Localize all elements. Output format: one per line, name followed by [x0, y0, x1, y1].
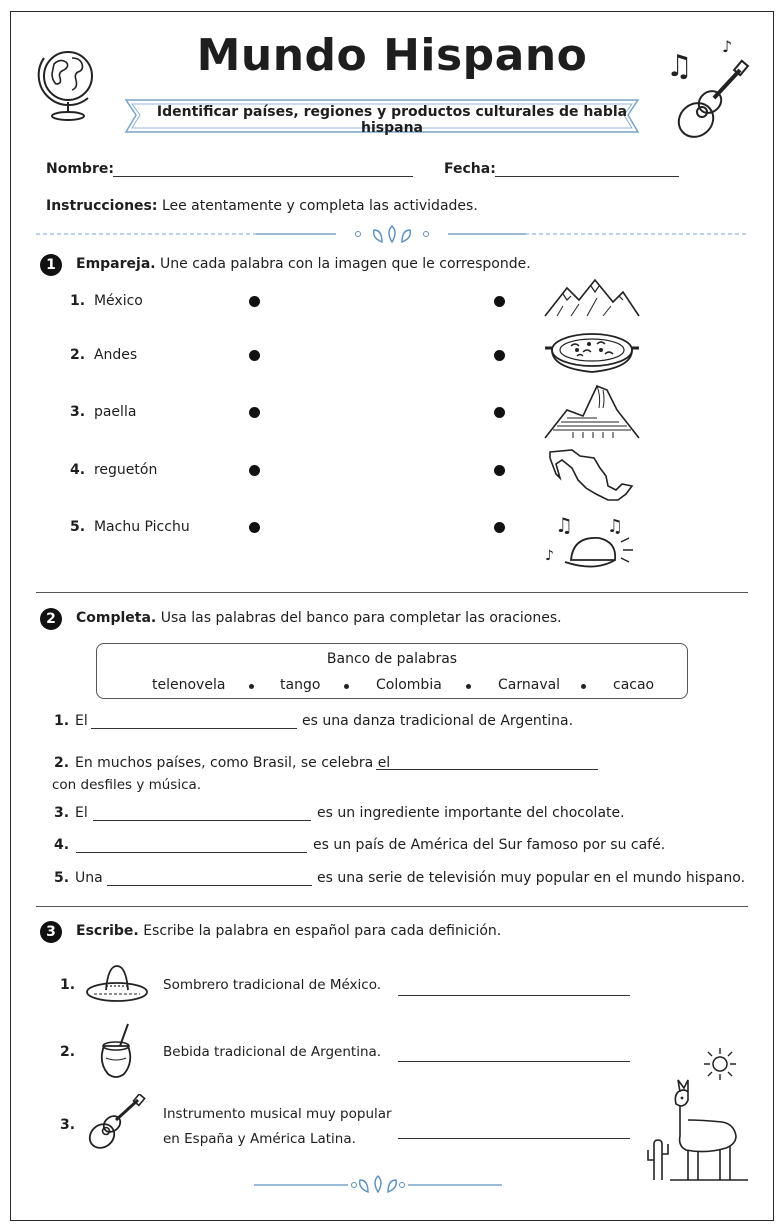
svg-text:♫: ♫ — [607, 516, 624, 537]
sentence-number: 1. — [54, 713, 70, 729]
answer-line[interactable] — [398, 1061, 630, 1062]
match-item — [70, 404, 136, 420]
match-word: Machu Picchu — [93, 519, 190, 535]
match-dot-right[interactable] — [494, 350, 505, 361]
name-field[interactable] — [113, 176, 413, 177]
section-2-text: Usa las palabras del banco para completar las oraciones. — [160, 610, 562, 626]
section-divider — [36, 906, 748, 907]
match-word: Andes — [93, 347, 138, 363]
match-item — [70, 519, 190, 535]
bank-word: telenovela — [152, 677, 226, 693]
sombrero-icon — [84, 962, 150, 1006]
section-3-number: 3 — [40, 921, 62, 943]
svg-text:♪: ♪ — [722, 37, 733, 56]
match-dot-left[interactable] — [249, 407, 260, 418]
match-dot-right[interactable] — [494, 465, 505, 476]
sentence-after: es un ingrediente importante del chocolate. — [317, 805, 625, 821]
match-word: México — [93, 293, 143, 309]
sentence-before: Una — [75, 870, 103, 886]
date-field[interactable] — [495, 176, 679, 177]
match-dot-right[interactable] — [494, 296, 505, 307]
sentence-after: es un país de América del Sur famoso por su café. — [313, 837, 666, 853]
instructions-label: Instrucciones: — [46, 198, 158, 214]
section-2-number: 2 — [40, 608, 62, 630]
instructions — [46, 198, 478, 214]
match-item — [70, 293, 143, 309]
svg-text:♫: ♫ — [555, 513, 573, 537]
item-number: 3. — [60, 1117, 76, 1133]
match-item — [70, 462, 157, 478]
instructions-text: Lee atentamente y completa las actividades. — [161, 198, 478, 214]
sentence-blank[interactable] — [93, 820, 311, 821]
match-dot-right[interactable] — [494, 407, 505, 418]
date-label: Fecha: — [444, 161, 496, 177]
section-1-number: 1 — [40, 254, 62, 276]
sentence-after: con desfiles y música. — [52, 777, 202, 793]
match-dot-left[interactable] — [249, 296, 260, 307]
machu-picchu-icon — [543, 380, 641, 442]
bank-separator — [466, 684, 471, 689]
answer-line[interactable] — [398, 1138, 630, 1139]
match-dot-left[interactable] — [249, 465, 260, 476]
match-dot-left[interactable] — [249, 350, 260, 361]
svg-text:♪: ♪ — [545, 548, 554, 564]
sentence-before: En muchos países, como Brasil, se celebra el — [75, 755, 391, 771]
item-number: 5. — [70, 519, 86, 535]
sentence-before: El — [75, 805, 88, 821]
item-number: 2. — [60, 1044, 76, 1060]
sentence-before: El — [75, 713, 88, 729]
sentence-blank[interactable] — [376, 769, 598, 770]
item-number: 2. — [70, 347, 86, 363]
definition-line: Instrumento musical muy popular — [163, 1106, 392, 1122]
section-2-title: Completa. — [76, 610, 157, 626]
llama-cactus-icon — [640, 1074, 750, 1182]
item-number: 4. — [70, 462, 86, 478]
word-bank-title: Banco de palabras — [326, 651, 458, 667]
mexico-map-icon — [546, 446, 636, 506]
item-number: 3. — [70, 404, 86, 420]
bank-word: tango — [280, 677, 321, 693]
sentence-number: 5. — [54, 870, 70, 886]
sentence-blank[interactable] — [91, 728, 297, 729]
svg-text:♫: ♫ — [666, 49, 693, 84]
bank-word: Carnaval — [498, 677, 561, 693]
bank-word: Colombia — [376, 677, 442, 693]
section-1-title: Empareja. — [76, 256, 156, 272]
sentence-number: 2. — [54, 755, 70, 771]
item-number: 1. — [70, 293, 86, 309]
name-label: Nombre: — [46, 161, 114, 177]
sentence-blank[interactable] — [76, 852, 307, 853]
mate-icon — [94, 1022, 138, 1082]
guitar-icon — [84, 1094, 150, 1154]
bank-separator — [344, 684, 349, 689]
section-1-text: Une cada palabra con la imagen que le corresponde. — [160, 256, 531, 272]
word-bank — [96, 643, 688, 699]
ornament-divider — [36, 224, 748, 246]
paella-pan-icon — [543, 328, 641, 378]
definition-text: Sombrero tradicional de México. — [163, 977, 382, 993]
sentence-after: es una serie de televisión muy popular en el mundo hispano. — [317, 870, 746, 886]
sentence-after: es una danza tradicional de Argentina. — [302, 713, 574, 729]
definition-text — [163, 1102, 392, 1152]
bank-separator — [581, 684, 586, 689]
definition-line: en España y América Latina. — [163, 1131, 356, 1147]
section-divider — [36, 592, 748, 593]
match-item — [70, 347, 137, 363]
sentence-number: 4. — [54, 837, 70, 853]
answer-line[interactable] — [398, 995, 630, 996]
sentence-blank[interactable] — [107, 885, 312, 886]
page-subtitle: Identificar países, regiones y productos culturales de habla hispana — [156, 104, 628, 136]
page-title: Mundo Hispano — [196, 30, 588, 81]
definition-text: Bebida tradicional de Argentina. — [163, 1044, 382, 1060]
match-dot-left[interactable] — [249, 522, 260, 533]
bank-separator — [249, 684, 254, 689]
section-3-heading — [76, 923, 501, 939]
mountains-icon — [543, 276, 641, 320]
section-1-heading — [76, 256, 531, 272]
item-number: 1. — [60, 977, 76, 993]
bank-word: cacao — [613, 677, 655, 693]
section-3-title: Escribe. — [76, 923, 139, 939]
sentence-number: 3. — [54, 805, 70, 821]
section-2-heading — [76, 610, 562, 626]
section-3-text: Escribe la palabra en español para cada definición. — [143, 923, 502, 939]
match-dot-right[interactable] — [494, 522, 505, 533]
match-word: paella — [93, 404, 137, 420]
match-word: reguetón — [93, 462, 158, 478]
music-cap-icon — [545, 512, 637, 576]
bottom-ornament — [254, 1172, 502, 1196]
